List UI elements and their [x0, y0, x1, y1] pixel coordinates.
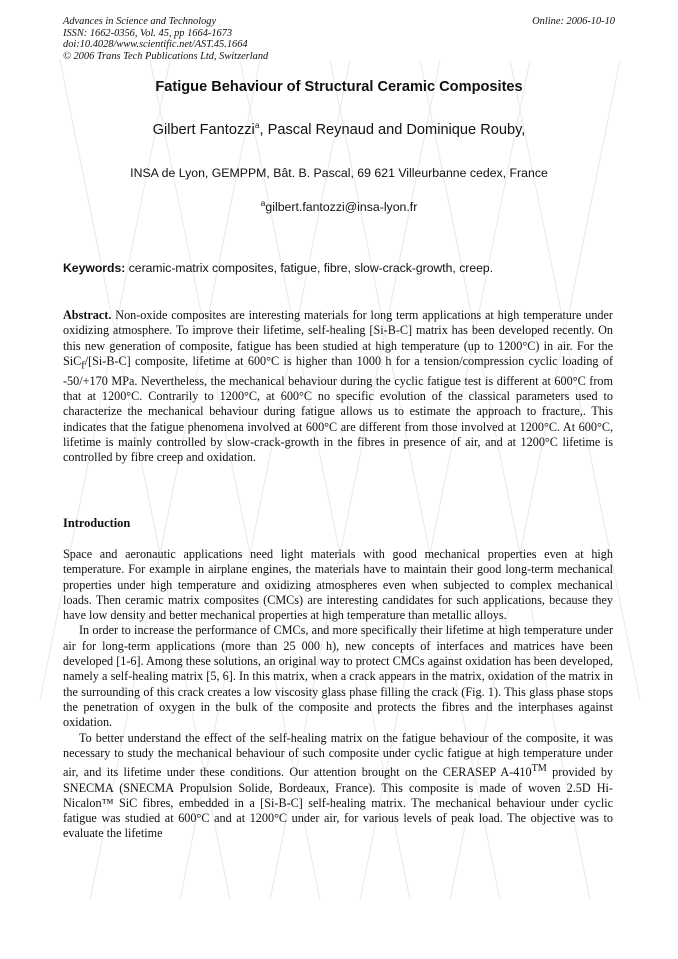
author-email	[0, 198, 678, 214]
introduction-body	[63, 547, 613, 842]
keywords-label: Keywords:	[63, 261, 126, 275]
journal-name: Advances in Science and Technology	[63, 16, 217, 27]
intro-paragraph-1: Space and aeronautic applications need light materials with good mechanical properties even at high temperature. For example in airplane engines, the materials have to maintain their good long-term mechanical properties under high temperature and oxidizing atmospheres even when subjected to complex mechanical loads. Then ceramic matrix composites (CMCs) are interesting candidates for such applications, because they have low density and better mechanical properties at high temperature than metallic alloys.	[63, 547, 613, 623]
keywords	[63, 261, 615, 275]
author-list	[0, 120, 678, 138]
trademark-superscript: TM	[531, 763, 547, 775]
abstract-text-2: /[Si-B-C] composite, lifetime at 600°C is higher than 1000 h for a tension/compression cyclic loading of -50/+170 MPa. Nevertheless, the mechanical behaviour during the cyclic fatigue test is different at 600°C from that at 1200°C. Contrarily to 1200°C, at 600°C no specific evolution of the classical parameters used to characterize the mechanical behaviour during fatigue allows us to estimate the approach to fracture,. This indicates that the fatigue phenomena involved at 600°C are different from those involved at 1200°C. At 600°C, lifetime is mainly controlled by slow-crack-growth in the fibres in presence of air, and at 1200°C lifetime is controlled by fibre creep and oxidation.	[63, 353, 613, 465]
section-heading-introduction: Introduction	[63, 516, 131, 530]
intro-paragraph-3	[63, 731, 613, 842]
journal-copyright: © 2006 Trans Tech Publications Ltd, Switzerland	[63, 50, 269, 62]
email-superscript: a	[260, 198, 266, 208]
paper-title: Fatigue Behaviour of Structural Ceramic Composites	[155, 79, 523, 95]
abstract-text-1: Non-oxide composites are interesting materials for long term applications at high temperature under oxidizing atmosphere. To improve their lifetime, self-healing [Si-B-C] matrix has been developed recently. On this new generation of composite, fatigue has been studied at high temperature (up to 1200°C) in air. For the SiC	[63, 308, 613, 368]
author-rest: , Pascal Reynaud and Dominique Rouby,	[259, 121, 526, 138]
journal-metadata	[63, 16, 268, 62]
intro-paragraph-2: In order to increase the performance of CMCs, and more specifically their lifetime at high temperature under air for long-term applications (more than 25 000 h), new concepts of interfaces and matrices have been developed [1-6]. Among these solutions, an original way to protect CMCs against oxidation has been developed, namely a self-healing matrix [5, 6]. In this matrix, when a crack appears in the matrix, oxidation of the matrix in the surrounding of this crack creates a low viscosity glass phase filling the crack (Fig. 1). This glass phase stops the penetration of oxygen in the bulk of the composite and protects the fibres and the interphases against oxidation.	[63, 623, 613, 730]
abstract-paragraph	[63, 308, 613, 465]
keywords-text: ceramic-matrix composites, fatigue, fibre, slow-crack-growth, creep.	[125, 261, 494, 275]
email-address[interactable]: gilbert.fantozzi@insa-lyon.fr	[265, 200, 418, 215]
abstract-subscript: f	[81, 360, 85, 372]
abstract	[63, 308, 613, 465]
affiliation: INSA de Lyon, GEMPPM, Bât. B. Pascal, 69 621 Villeurbanne cedex, France	[130, 166, 548, 180]
intro-paragraph-3-b: provided by SNECMA (SNECMA Propulsion Solide, Bordeaux, France). This composite is made of woven 2.5D Hi-Nicalon™ SiC fibres, embedded in a [Si-B-C] self-healing matrix. The mechanical behaviour under cyclic fatigue was studied at 600°C and at 1200°C under air, for various levels of peak load. The objective was to evaluate the lifetime	[63, 765, 614, 841]
intro-paragraph-3-a: To better understand the effect of the self-healing matrix on the fatigue behaviour of the composite, it was necessary to study the mechanical behaviour of such composite under cyclic fatigue at high temperature under air, and its lifetime under these conditions. Our attention brought on the CERASEP A-410	[63, 730, 613, 780]
journal-doi[interactable]: doi:10.4028/www.scientific.net/AST.45.1664	[63, 39, 248, 50]
author-first-superscript: a	[254, 120, 260, 130]
online-date: Online: 2006-10-10	[532, 16, 615, 27]
author-first: Gilbert Fantozzi	[152, 121, 255, 138]
abstract-label: Abstract.	[63, 308, 112, 322]
journal-issn: ISSN: 1662-0356, Vol. 45, pp 1664-1673	[63, 27, 233, 39]
